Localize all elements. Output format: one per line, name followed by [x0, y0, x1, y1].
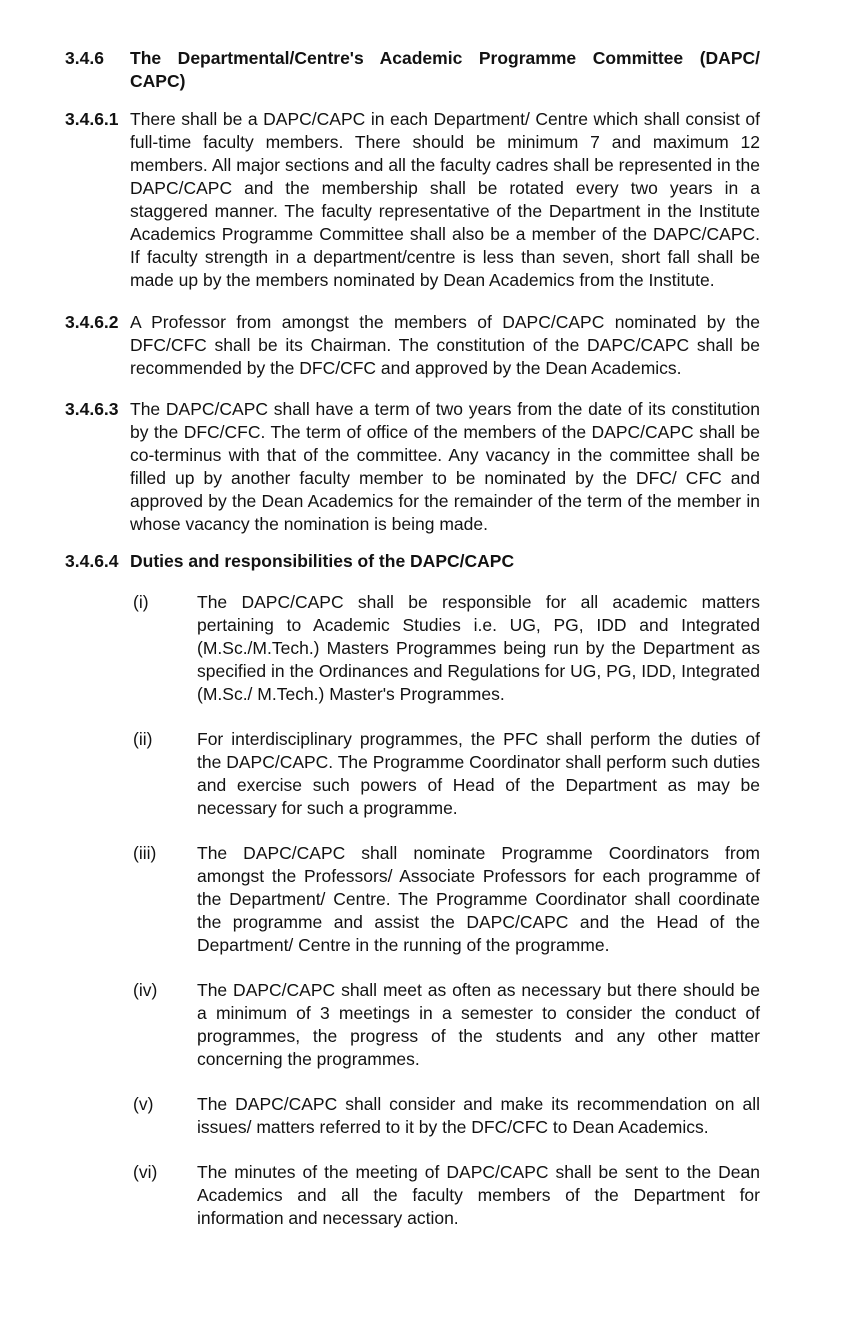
section-3-4-6-4 — [65, 550, 760, 573]
list-item-label: (ii) — [133, 729, 153, 749]
section-number: 3.4.6.1 — [65, 109, 119, 129]
list-item — [133, 1093, 760, 1139]
list-item — [133, 591, 760, 706]
list-item-text: For interdisciplinary programmes, the PFC shall perform the duties of the DAPC/CAPC. The Programme Coordinator shall perform such duties and exercise such powers of Head of the Department as may be necessary for such a programme. — [197, 729, 760, 818]
list-item-label: (vi) — [133, 1162, 158, 1182]
section-3-4-6-3 — [65, 398, 760, 536]
list-item — [133, 842, 760, 957]
section-title: The Departmental/Centre's Academic Programme Committee (DAPC/ CAPC) — [130, 48, 760, 91]
list-item-text: The minutes of the meeting of DAPC/CAPC shall be sent to the Dean Academics and all the faculty members of the Department for information and necessary action. — [197, 1162, 760, 1228]
list-item-label: (i) — [133, 592, 149, 612]
list-item-text: The DAPC/CAPC shall nominate Programme Coordinators from amongst the Professors/ Associate Professors for each programme of the Department/ Centre. The Programme Coordinator shall coordinate the programme and assist the DAPC/CAPC and the Head of the Department/ Centre in the running of the programme. — [197, 843, 760, 955]
section-3-4-6-1 — [65, 108, 760, 292]
section-text: A Professor from amongst the members of DAPC/CAPC nominated by the DFC/CFC shall be its Chairman. The constitution of the DAPC/CAPC shall be recommended by the DFC/CFC and approved by the Dean Academics. — [130, 312, 760, 378]
section-number: 3.4.6.4 — [65, 551, 119, 571]
list-item — [133, 1161, 760, 1230]
section-number: 3.4.6 — [65, 48, 104, 68]
list-item-text: The DAPC/CAPC shall meet as often as necessary but there should be a minimum of 3 meetings in a semester to consider the conduct of programmes, the progress of the students and any other matter concerning the programmes. — [197, 980, 760, 1069]
list-item — [133, 728, 760, 820]
section-text: There shall be a DAPC/CAPC in each Department/ Centre which shall consist of full-time faculty members. There should be minimum 7 and maximum 12 members. All major sections and all the faculty cadres shall be represented in the DAPC/CAPC and the membership shall be rotated every two years in a staggered manner. The faculty representative of the Department in the Institute Academics Programme Committee shall also be a member of the DAPC/CAPC. If faculty strength in a department/centre is less than seven, short fall shall be made up by the members nominated by Dean Academics from the Institute. — [130, 109, 760, 290]
list-item-label: (v) — [133, 1094, 154, 1114]
section-text: The DAPC/CAPC shall have a term of two years from the date of its constitution by the DFC/CFC. The term of office of the members of the DAPC/CAPC shall be co-terminus with that of the committee. Any vacancy in the committee shall be filled up by another faculty member to be nominated by the DFC/ CFC and approved by the Dean Academics for the remainder of the term of the member in whose vacancy the nomination is being made. — [130, 399, 760, 534]
duties-list — [65, 591, 760, 1230]
list-item-text: The DAPC/CAPC shall be responsible for all academic matters pertaining to Academic Studies i.e. UG, PG, IDD and Integrated (M.Sc./M.Tech.) Masters Programmes being run by the Department as specified in the Ordinances and Regulations for UG, PG, IDD, Integrated (M.Sc./ M.Tech.) Master's Programmes. — [197, 592, 760, 704]
section-number: 3.4.6.2 — [65, 312, 119, 332]
section-3-4-6-2 — [65, 311, 760, 380]
section-title: Duties and responsibilities of the DAPC/CAPC — [130, 551, 515, 571]
list-item-label: (iii) — [133, 843, 157, 863]
section-3-4-6 — [65, 47, 760, 93]
list-item — [133, 979, 760, 1071]
list-item-label: (iv) — [133, 980, 158, 1000]
section-number: 3.4.6.3 — [65, 399, 119, 419]
list-item-text: The DAPC/CAPC shall consider and make its recommendation on all issues/ matters referred to it by the DFC/CFC to Dean Academics. — [197, 1094, 760, 1137]
